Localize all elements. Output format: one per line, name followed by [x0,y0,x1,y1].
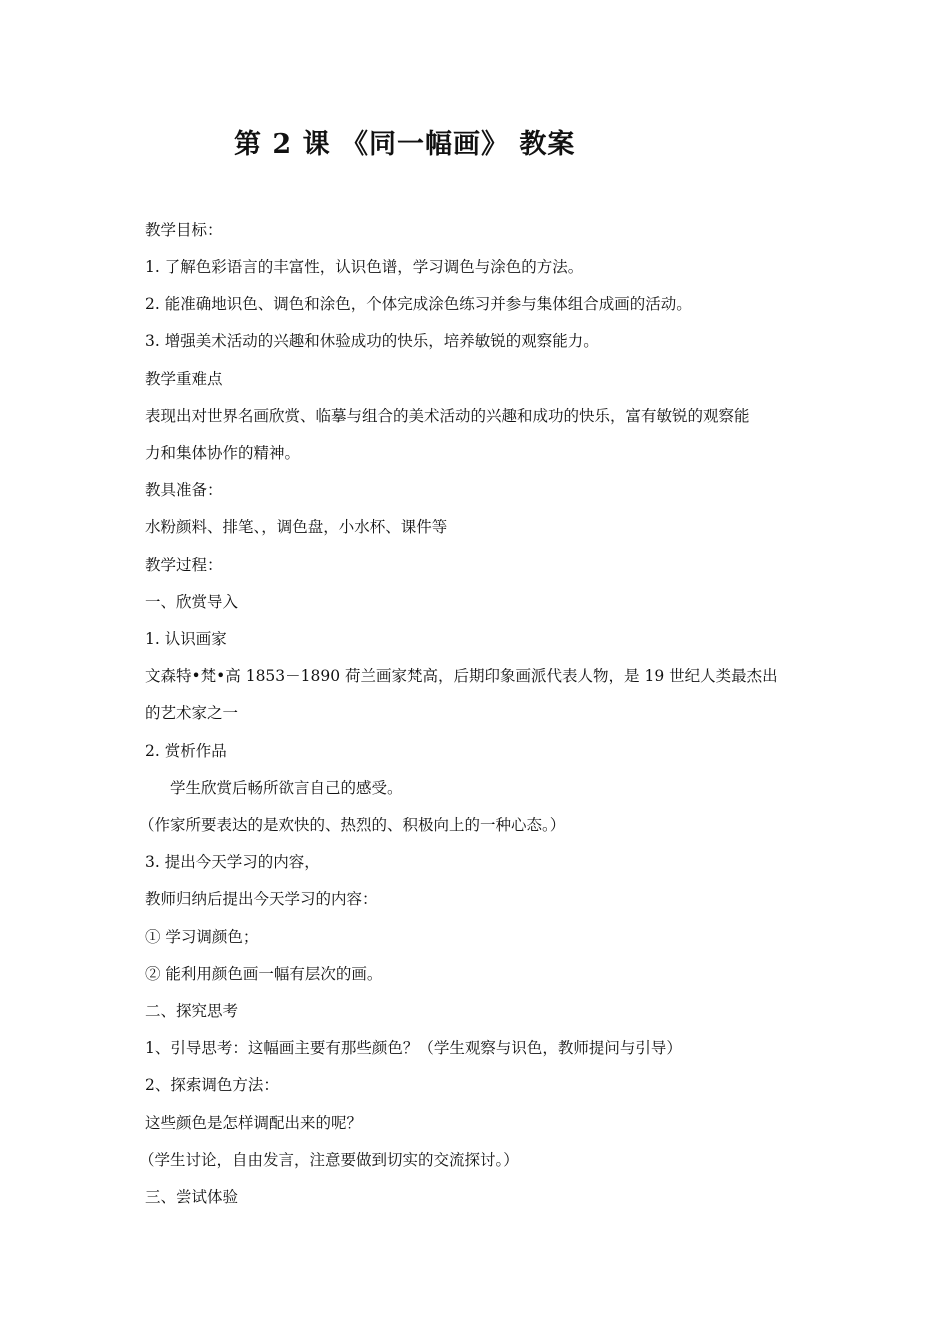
text-line: ① 学习调颜色； [145,928,259,946]
text-line: 1. 认识画家 [145,630,227,648]
text-line: 教师归纳后提出今天学习的内容： [145,890,378,908]
text-line: 教学目标： [145,221,223,239]
text-line: 表现出对世界名画欣赏、临摹与组合的美术活动的兴趣和成功的快乐，富有敏锐的观察能 [145,407,750,425]
text-line: 2. 赏析作品 [145,742,227,760]
text-line: 2、探索调色方法： [145,1076,279,1094]
text-line: 力和集体协作的精神。 [145,444,301,462]
text-line: （学生讨论，自由发言，注意要做到切实的交流探讨。） [139,1151,519,1169]
text-line: 学生欣赏后畅所欲言自己的感受。 [170,779,403,797]
text-line: 教学重难点 [145,370,223,388]
document-title: 第 2 课 《同一幅画》 教案 [234,129,576,160]
text-line: 这些颜色是怎样调配出来的呢？ [145,1114,363,1132]
text-line: 二、探究思考 [145,1002,239,1020]
text-line: 1、引导思考：这幅画主要有那些颜色？（学生观察与识色，教师提问与引导） [145,1039,682,1057]
text-line: 文森特•梵•高 1853－1890 荷兰画家梵高，后期印象画派代表人物，是 19 世纪人类最杰出 [145,667,778,685]
text-line: （作家所要表达的是欢快的、热烈的、积极向上的一种心态。） [139,816,566,834]
text-line: 3. 增强美术活动的兴趣和休验成功的快乐，培养敏锐的观察能力。 [145,332,599,350]
text-line: 的艺术家之一 [145,704,239,722]
text-line: 教学过程： [145,556,223,574]
text-line: ② 能利用颜色画一幅有层次的画。 [145,965,383,983]
text-line: 三、尝试体验 [145,1188,239,1206]
text-line: 一、欣赏导入 [145,593,239,611]
text-line: 3. 提出今天学习的内容， [145,853,320,871]
text-line: 2. 能准确地识色、调色和涂色，个体完成涂色练习并参与集体组合成画的活动。 [145,295,692,313]
text-line: 水粉颜料、排笔、，调色盘，小水杯、课件等 [145,518,448,536]
text-line: 1. 了解色彩语言的丰富性，认识色谱，学习调色与涂色的方法。 [145,258,584,276]
text-line: 教具准备： [145,481,223,499]
